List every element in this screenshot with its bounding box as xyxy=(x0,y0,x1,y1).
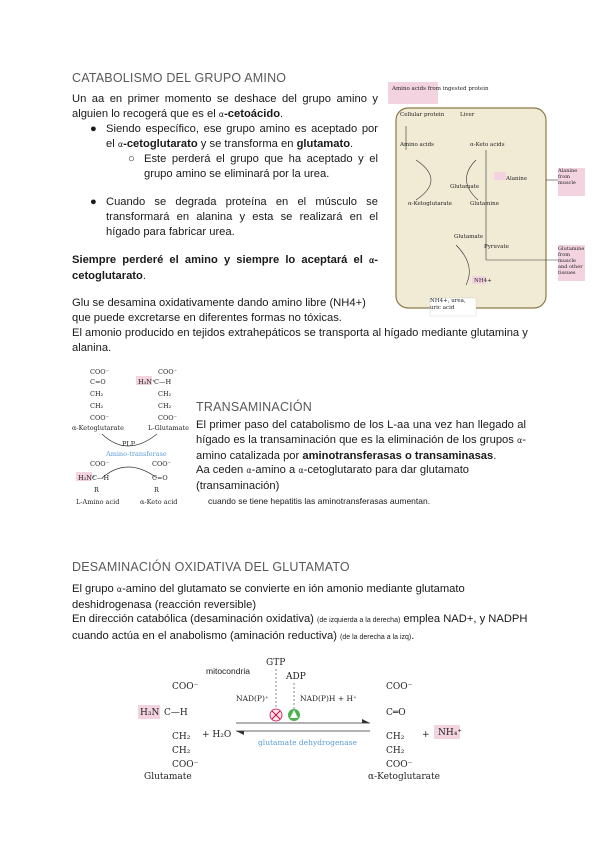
svg-text:C—H: C—H xyxy=(92,474,110,482)
svg-text:H₃N: H₃N xyxy=(140,708,160,718)
paragraph-desam-1: El grupo ⍺-amino del glutamato se convierte en ión amonio mediante glutamato deshidrogenasa (reacción reversible) xyxy=(72,583,465,611)
svg-text:CH₂: CH₂ xyxy=(158,402,172,410)
svg-text:CH₂: CH₂ xyxy=(386,746,405,756)
svg-text:R: R xyxy=(94,486,99,494)
svg-text:COO⁻: COO⁻ xyxy=(90,368,110,376)
amino-catabolism-figure xyxy=(386,80,586,320)
label-ketoglut-t: α-Ketoglutarate xyxy=(72,424,124,432)
label-keto-acid-t: α-Keto acid xyxy=(140,498,178,506)
glutamate-dehydrogenase-figure xyxy=(130,655,480,785)
label-ketoglut-f: α-Ketoglutarate xyxy=(368,772,440,782)
svg-text:C—H: C—H xyxy=(154,378,172,386)
svg-text:COO⁻: COO⁻ xyxy=(152,460,172,468)
svg-text:CH₂: CH₂ xyxy=(158,390,172,398)
svg-text:H₃N⁺: H₃N⁺ xyxy=(78,474,96,482)
svg-text:COO⁻: COO⁻ xyxy=(386,760,413,770)
label-nh4: NH4+ xyxy=(474,278,492,284)
label-glutamate-t: L-Glutamate xyxy=(148,424,189,432)
bullet-alanina: ● Cuando se degrada proteína en el músculo se transformará en alanina y esta se realizará en el hígado para fabricar urea. xyxy=(90,196,378,238)
label-alanine: Alanine xyxy=(506,176,528,182)
svg-text:PLP: PLP xyxy=(122,440,136,448)
label-adp: ADP xyxy=(286,672,306,682)
label-glutamate-top: Glutamate xyxy=(450,184,480,190)
label-ingested: Amino acids from ingested protein xyxy=(392,86,489,92)
bullet-ketoglutarato: ● Siendo específico, ese grupo amino es aceptado por el ⍺-cetoglutarato y se transforma en glutamato. xyxy=(90,123,378,150)
svg-text:COO⁻: COO⁻ xyxy=(90,460,110,468)
svg-text:+: + xyxy=(422,730,430,740)
svg-text:NAD(P)H + H⁺: NAD(P)H + H⁺ xyxy=(300,694,357,703)
svg-text:COO⁻: COO⁻ xyxy=(386,682,413,692)
note-hepatitis: cuando se tiene hepatitis las aminotransferasas aumentan. xyxy=(208,496,431,506)
label-ketoacid: α-Keto acids xyxy=(470,142,505,148)
label-alanine-muscle: Alanine from muscle xyxy=(558,168,578,186)
svg-text:COO⁻: COO⁻ xyxy=(90,414,110,422)
svg-text:C═O: C═O xyxy=(386,708,406,718)
svg-text:NAD(P)⁺: NAD(P)⁺ xyxy=(236,694,269,703)
paragraph-amonio: El amonio producido en tejidos extrahepáticos se transporta al hígado mediante glutamina y alanina. xyxy=(72,327,528,354)
transamination-figure xyxy=(72,368,192,508)
svg-text:CH₂: CH₂ xyxy=(90,390,104,398)
label-gtp: GTP xyxy=(266,658,286,668)
svg-text:CH₂: CH₂ xyxy=(386,732,405,742)
label-urea: NH4+, urea, uric acid xyxy=(430,298,466,311)
svg-text:R: R xyxy=(154,486,159,494)
svg-text:COO⁻: COO⁻ xyxy=(172,682,199,692)
svg-text:C=O: C=O xyxy=(90,378,106,386)
label-glutamine: Glutamine xyxy=(470,201,499,207)
strong-statement: Siempre perderé el amino y siempre lo aceptará el ⍺-cetoglutarato. xyxy=(72,254,378,282)
label-aa: Amino acids xyxy=(400,142,435,148)
svg-text:COO⁻: COO⁻ xyxy=(172,760,199,770)
liver-cell-box xyxy=(396,108,546,308)
svg-text:CH₂: CH₂ xyxy=(172,732,191,742)
label-glutamate-f: Glutamate xyxy=(144,772,192,782)
paragraph-desam-2: En dirección catabólica (desaminación oxidativa) (de izquierda a la derecha) emplea NAD+, y NADPH cuando actúa en el anabolismo (aminación reductiva) (de la derecha a la izq). xyxy=(72,613,528,642)
svg-text:COO⁻: COO⁻ xyxy=(158,368,178,376)
paragraph-transaminacion: El primer paso del catabolismo de los L-aa una vez han llegado al hígado es la transaminación que es la eliminación de los grupos ⍺-amino catalizada por aminotransferasas o transaminasas. xyxy=(196,419,526,462)
label-enzyme-t: Amino-transferase xyxy=(106,450,167,458)
sub-bullet-urea: ○ Este perderá el grupo que ha aceptado y el grupo amino se eliminará por la urea. xyxy=(128,153,378,180)
svg-text:C—H: C—H xyxy=(164,708,188,718)
paragraph-intro: Un aa en primer momento se deshace del grupo amino y alguien lo recogerá que es el ⍺-cetoácido. xyxy=(72,93,378,120)
label-ketoglut: α-Ketoglutarate xyxy=(408,201,452,207)
label-cellular: Cellular protein xyxy=(400,112,445,118)
svg-text:H₃N⁺: H₃N⁺ xyxy=(138,378,156,386)
paragraph-aa-ceden: Aa ceden ⍺-amino a ⍺-cetoglutarato para dar glutamato (transaminación) xyxy=(196,464,470,492)
label-glutamate-mid: Glutamate xyxy=(454,234,484,240)
section-title-catabolismo: CATABOLISMO DEL GRUPO AMINO xyxy=(72,71,287,85)
label-enzyme-gdh: glutamate dehydrogenase xyxy=(258,738,357,747)
paragraph-glu: Glu se desamina oxidativamente dando amino libre (NH4+) que puede excretarse en diferentes formas no tóxicas. xyxy=(72,297,366,324)
label-nh4-f: NH₄⁺ xyxy=(438,728,463,738)
section-title-transaminacion: TRANSAMINACIÓN xyxy=(196,400,313,414)
svg-text:+ H₂O: + H₂O xyxy=(202,730,232,740)
svg-text:CH₂: CH₂ xyxy=(172,746,191,756)
svg-text:C=O: C=O xyxy=(152,474,168,482)
label-mitocondria: mitocondria xyxy=(206,666,250,676)
label-amino-acid-t: L-Amino acid xyxy=(76,498,120,506)
label-pyruvate: Pyruvate xyxy=(484,244,509,250)
label-liver: Liver xyxy=(460,112,475,118)
svg-text:CH₂: CH₂ xyxy=(90,402,104,410)
label-glutamine-tissues: Glutamine from muscle and other tissues xyxy=(558,246,585,276)
section-title-desaminacion: DESAMINACIÓN OXIDATIVA DEL GLUTAMATO xyxy=(72,560,350,574)
svg-text:COO⁻: COO⁻ xyxy=(158,414,178,422)
